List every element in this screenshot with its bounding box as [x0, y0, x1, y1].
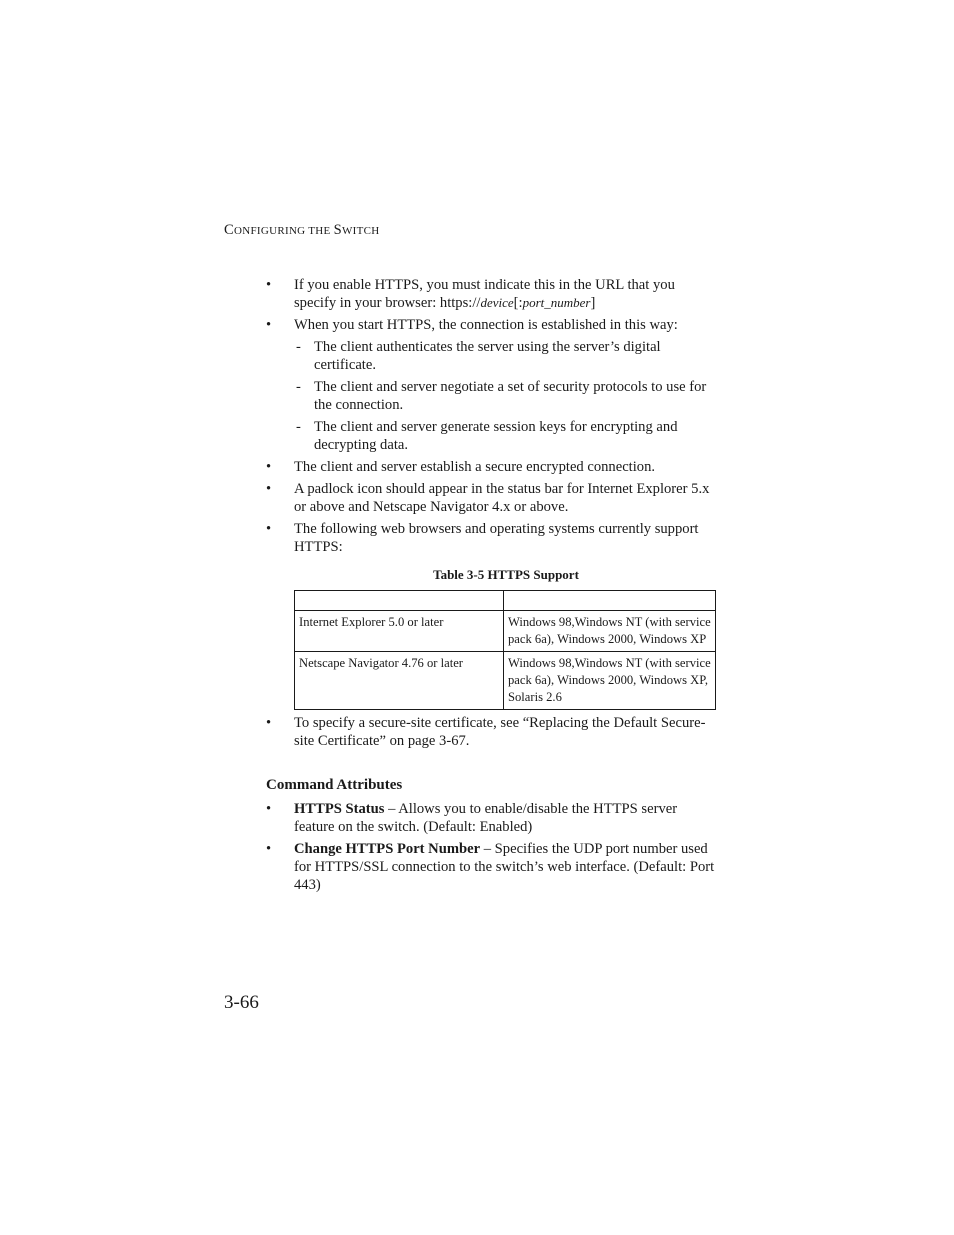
table-cell-os: Windows 98,Windows NT (with service pack 6a), Windows 2000, Windows XP, Solaris 2.6 [504, 652, 716, 710]
bullet: • [266, 277, 272, 293]
table-header-cell [295, 591, 504, 611]
table-cell-browser: Netscape Navigator 4.76 or later [295, 652, 504, 710]
dash: - [296, 419, 301, 435]
section-heading: Command Attributes [266, 777, 403, 793]
table-cell-os: Windows 98,Windows NT (with service pack 6a), Windows 2000, Windows XP [504, 611, 716, 652]
attribute-label: Change HTTPS Port Number [294, 841, 481, 857]
bullet: • [266, 459, 272, 475]
bullet-text: When you start HTTPS, the connection is established in this way: [294, 317, 678, 333]
table-header-cell [504, 591, 716, 611]
bullet-text: The client and server establish a secure encrypted connection. [294, 459, 656, 475]
dash: - [296, 379, 301, 395]
bullet: • [266, 801, 272, 817]
header-rest-1: ONFIGURING THE [233, 225, 334, 237]
bullet-text: To specify a secure-site certificate, see “Replacing the Default Secure-site Certificate” on page 3-67. [294, 715, 706, 749]
sub-list-item [266, 378, 718, 414]
attribute-text: – Specifies the UDP port number used for HTTPS/SSL connection to the switch’s web interface. (Default: Port 443) [294, 841, 715, 893]
attribute-label: HTTPS Status [294, 801, 385, 817]
bullet-text: The following web browsers and operating systems currently support HTTPS: [294, 521, 699, 555]
list-item [266, 316, 718, 334]
sub-text: The client and server negotiate a set of security protocols to use for the connection. [314, 379, 707, 413]
attribute-text: – Allows you to enable/disable the HTTPS server feature on the switch. (Default: Enabled) [294, 801, 678, 835]
sub-list-item [266, 418, 718, 454]
bullet-text: If you enable HTTPS, you must indicate this in the URL that you specify in your browser: https:// [294, 277, 675, 311]
url-port: port_number [522, 295, 591, 310]
list-item [266, 714, 718, 750]
url-close: ] [590, 295, 596, 311]
bullet-text: A padlock icon should appear in the status bar for Internet Explorer 5.x or above and Netscape Navigator 4.x or above. [294, 481, 710, 515]
table-row [295, 611, 716, 652]
list-item [266, 520, 718, 556]
dash: - [296, 339, 301, 355]
sub-text: The client authenticates the server using the server’s digital certificate. [314, 339, 661, 373]
bullet: • [266, 481, 272, 497]
list-item [266, 480, 718, 516]
list-item [266, 458, 718, 476]
list-item [266, 276, 718, 312]
bullet: • [266, 317, 272, 333]
sub-list-item [266, 338, 718, 374]
table-header-row [295, 591, 716, 611]
url-device: device [480, 295, 514, 310]
list-item [266, 800, 718, 836]
bullet: • [266, 841, 272, 857]
bullet: • [266, 715, 272, 731]
table-row [295, 652, 716, 710]
page-number: 3-66 [224, 992, 259, 1013]
header-rest-2: WITCH [342, 225, 380, 237]
sub-text: The client and server generate session keys for encrypting and decrypting data. [314, 419, 678, 453]
header-initial-2: S [333, 222, 342, 238]
table-cell-browser: Internet Explorer 5.0 or later [295, 611, 504, 652]
table-caption: Table 3-5 HTTPS Support [433, 567, 579, 582]
running-header [224, 222, 380, 239]
main-content [266, 276, 718, 898]
list-item [266, 840, 718, 894]
bullet: • [266, 521, 272, 537]
header-initial-1: C [224, 222, 234, 238]
https-support-table [294, 590, 716, 710]
url-colon: [: [513, 295, 523, 311]
